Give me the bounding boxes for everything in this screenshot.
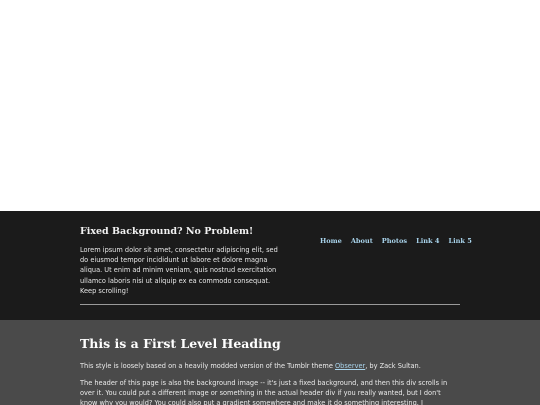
- body-paragraph: The header of this page is also the background image -- it's just a fixed background, and then this div scrolls in over it. You could put a different image or something in the actual header div if you really wanted, but I don't know why you would? You could also put a gradient somewhere and make it do something interesting. I: [80, 379, 448, 405]
- nav-item-link-4: [416, 228, 439, 247]
- header-intro-text: Lorem ipsum dolor sit amet, consectetur adipiscing elit, sed do eiusmod tempor incididunt ut labore et dolore magna aliqua. Ut enim ad minim veniam, quis nostrud exercitation ullamco laboris nisi ut aliquip ex ea commodo consequat. Keep scrolling!: [80, 246, 278, 295]
- header-divider: [80, 304, 460, 305]
- observer-link[interactable]: Observer: [334, 362, 366, 370]
- nav-item-link-5: [448, 228, 471, 247]
- nav-link-home[interactable]: Home: [320, 237, 342, 245]
- nav-link-about[interactable]: About: [350, 237, 373, 245]
- nav-link-link-4[interactable]: Link 4: [416, 237, 440, 245]
- nav-item-home: [320, 228, 342, 247]
- intro-paragraph-text: This style is loosely based on a heavily modded version of the Tumblr theme: [80, 362, 335, 370]
- site-title: Fixed Background? No Problem!: [80, 226, 254, 237]
- nav-link-link-5[interactable]: Link 5: [448, 237, 472, 245]
- main-content[interactable]: [0, 320, 540, 405]
- nav-item-about: [351, 228, 373, 247]
- nav-item-photos: [382, 228, 407, 247]
- page-heading: This is a First Level Heading: [80, 336, 281, 351]
- intro-paragraph: [80, 361, 458, 371]
- nav-link-photos[interactable]: Photos: [381, 237, 408, 245]
- main-nav: [320, 228, 472, 247]
- intro-paragraph-credit: , by Zack Sultan.: [365, 362, 421, 370]
